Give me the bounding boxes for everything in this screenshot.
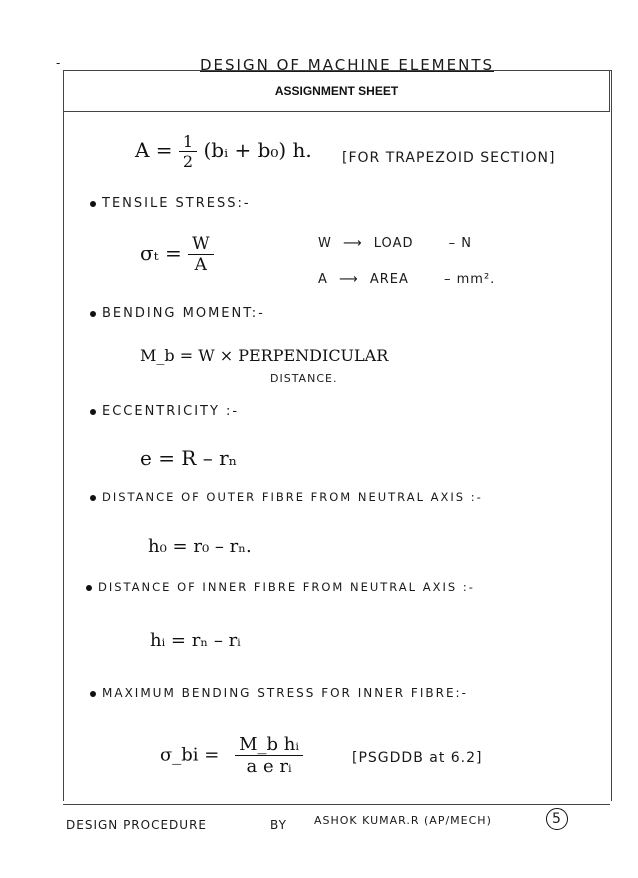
tensile-formula bbox=[140, 234, 214, 275]
corner-mark: - bbox=[56, 56, 62, 70]
area-text: AREA bbox=[369, 272, 409, 287]
area-definition bbox=[318, 272, 495, 287]
area-unit: – mm². bbox=[444, 272, 496, 287]
bullet-icon bbox=[90, 409, 96, 415]
max-bending-reference: [PSGDDB at 6.2] bbox=[352, 750, 483, 766]
bullet-icon bbox=[90, 311, 96, 317]
max-bending-lhs: σ_bi = bbox=[160, 744, 220, 766]
max-bending-fraction bbox=[235, 734, 303, 777]
tensile-heading-text: TENSILE STRESS:- bbox=[102, 196, 251, 211]
area-fraction-num: 1 bbox=[179, 132, 197, 152]
max-bending-heading bbox=[90, 686, 468, 700]
inner-fibre-formula: hᵢ = rₙ – rᵢ bbox=[150, 630, 241, 651]
assignment-header-box bbox=[63, 70, 610, 112]
max-bending-heading-text: MAXIMUM BENDING STRESS FOR INNER FIBRE:- bbox=[102, 686, 468, 700]
tensile-heading bbox=[90, 196, 251, 211]
load-definition bbox=[318, 236, 472, 251]
bullet-icon bbox=[90, 495, 96, 501]
eccentricity-heading bbox=[90, 404, 239, 419]
bullet-icon bbox=[90, 691, 96, 697]
load-unit: – N bbox=[448, 236, 472, 251]
max-bending-den: a e rᵢ bbox=[246, 756, 292, 777]
area-lhs: A = bbox=[135, 138, 173, 162]
tensile-num: W bbox=[188, 234, 213, 255]
tensile-den: A bbox=[194, 255, 207, 275]
outer-fibre-heading bbox=[90, 490, 483, 504]
bullet-icon bbox=[86, 585, 92, 591]
bending-moment-formula: M_b = W × PERPENDICULAR bbox=[140, 346, 389, 365]
tensile-fraction bbox=[188, 234, 213, 275]
document-title: DESIGN OF MACHINE ELEMENTS bbox=[200, 56, 495, 74]
area-symbol: A bbox=[318, 272, 328, 287]
outer-fibre-heading-text: DISTANCE OF OUTER FIBRE FROM NEUTRAL AXIS :- bbox=[102, 490, 483, 504]
eccentricity-formula: e = R – rₙ bbox=[140, 446, 238, 470]
footer-by: BY bbox=[270, 818, 287, 832]
inner-fibre-heading-text: DISTANCE OF INNER FIBRE FROM NEUTRAL AXIS :- bbox=[98, 580, 475, 594]
outer-fibre-formula: h₀ = r₀ – rₙ. bbox=[148, 536, 252, 557]
load-text: LOAD bbox=[373, 236, 414, 251]
load-arrow-icon: ⟶ bbox=[343, 236, 363, 251]
area-fraction-den: 2 bbox=[182, 152, 194, 171]
area-arrow-icon: ⟶ bbox=[339, 272, 359, 287]
page-number bbox=[546, 808, 568, 830]
inner-fibre-heading bbox=[86, 580, 475, 594]
footer-author: ASHOK KUMAR.R (AP/MECH) bbox=[314, 814, 492, 827]
footer-left: DESIGN PROCEDURE bbox=[66, 818, 207, 832]
tensile-lhs: σₜ = bbox=[140, 241, 182, 265]
bending-moment-continuation: DISTANCE. bbox=[270, 372, 338, 385]
eccentricity-heading-text: ECCENTRICITY :- bbox=[102, 404, 240, 419]
bullet-icon bbox=[90, 201, 96, 207]
bending-moment-heading bbox=[90, 306, 265, 321]
max-bending-num: M_b hᵢ bbox=[235, 734, 303, 756]
area-note: [FOR TRAPEZOID SECTION] bbox=[342, 150, 556, 166]
bending-moment-heading-text: BENDING MOMENT:- bbox=[102, 306, 265, 321]
area-rhs: (bᵢ + b₀) h. bbox=[203, 138, 312, 162]
load-symbol: W bbox=[318, 236, 332, 251]
page-number-circle: 5 bbox=[546, 808, 568, 830]
area-formula bbox=[135, 132, 312, 171]
footer-divider bbox=[63, 804, 610, 805]
area-fraction bbox=[179, 132, 197, 171]
max-bending-formula bbox=[160, 734, 303, 777]
assignment-sheet-label: ASSIGNMENT SHEET bbox=[274, 84, 399, 98]
